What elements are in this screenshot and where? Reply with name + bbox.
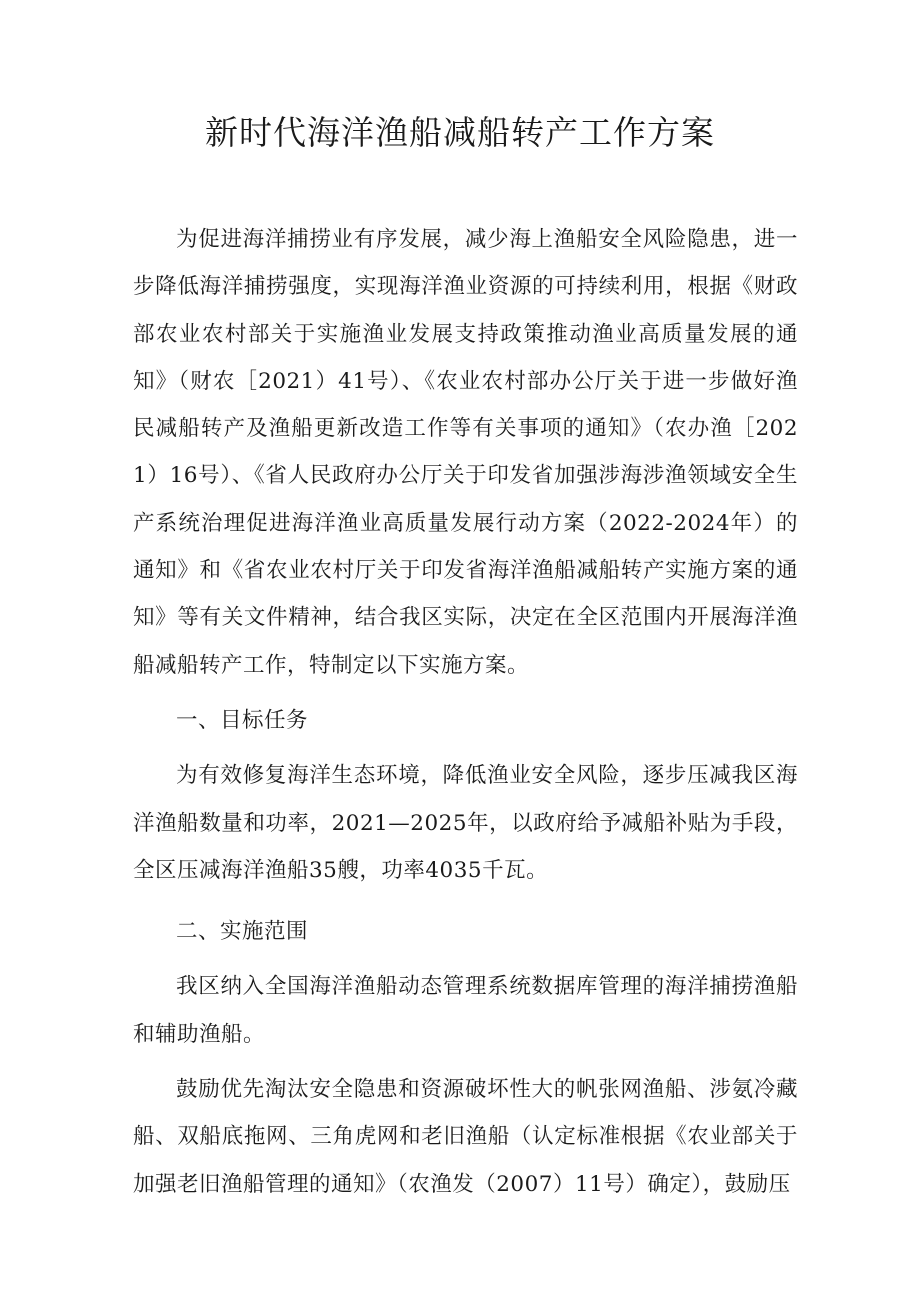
intro-paragraph: 为促进海洋捕捞业有序发展，减少海上渔船安全风险隐患，进一步降低海洋捕捞强度，实现海洋渔业资源的可持续利用，根据《财政部农业农村部关于实施渔业发展支持政策推动渔业高质量发展的通知》（财农［2021）41号）、《农业农村部办公厅关于进一步做好渔民减船转产及渔船更新改造工作等有关事项的通知》（农办渔［2021）16号）、《省人民政府办公厅关于印发省加强涉海涉渔领域安全生产系统治理促进海洋渔业高质量发展行动方案（2022-2024年）的通知》和《省农业农村厅关于印发省海洋渔船减船转产实施方案的通知》等有关文件精神，结合我区实际，决定在全区范围内开展海洋渔船减船转产工作，特制定以下实施方案。	[133, 227, 798, 678]
objectives-paragraph: 为有效修复海洋生态环境，降低渔业安全风险，逐步压减我区海洋渔船数量和功率，2021—2025年，以政府给予减船补贴为手段，全区压减海洋渔船35艘，功率4035千瓦。	[133, 763, 798, 883]
encouragement-paragraph: 鼓励优先淘汰安全隐患和资源破坏性大的帆张网渔船、涉氨冷藏船、双船底拖网、三角虎网和老旧渔船（认定标准根据《农业部关于加强老旧渔船管理的通知》（农渔发（2007）11号）确定），鼓励压	[133, 1077, 798, 1197]
section-heading-objectives: 一、目标任务	[176, 707, 309, 733]
document-title: 新时代海洋渔船减船转产工作方案	[205, 113, 715, 152]
scope-paragraph: 我区纳入全国海洋渔船动态管理系统数据库管理的海洋捕捞渔船和辅助渔船。	[133, 974, 798, 1047]
section-heading-scope: 二、实施范围	[176, 919, 309, 945]
document-body	[133, 216, 798, 1208]
